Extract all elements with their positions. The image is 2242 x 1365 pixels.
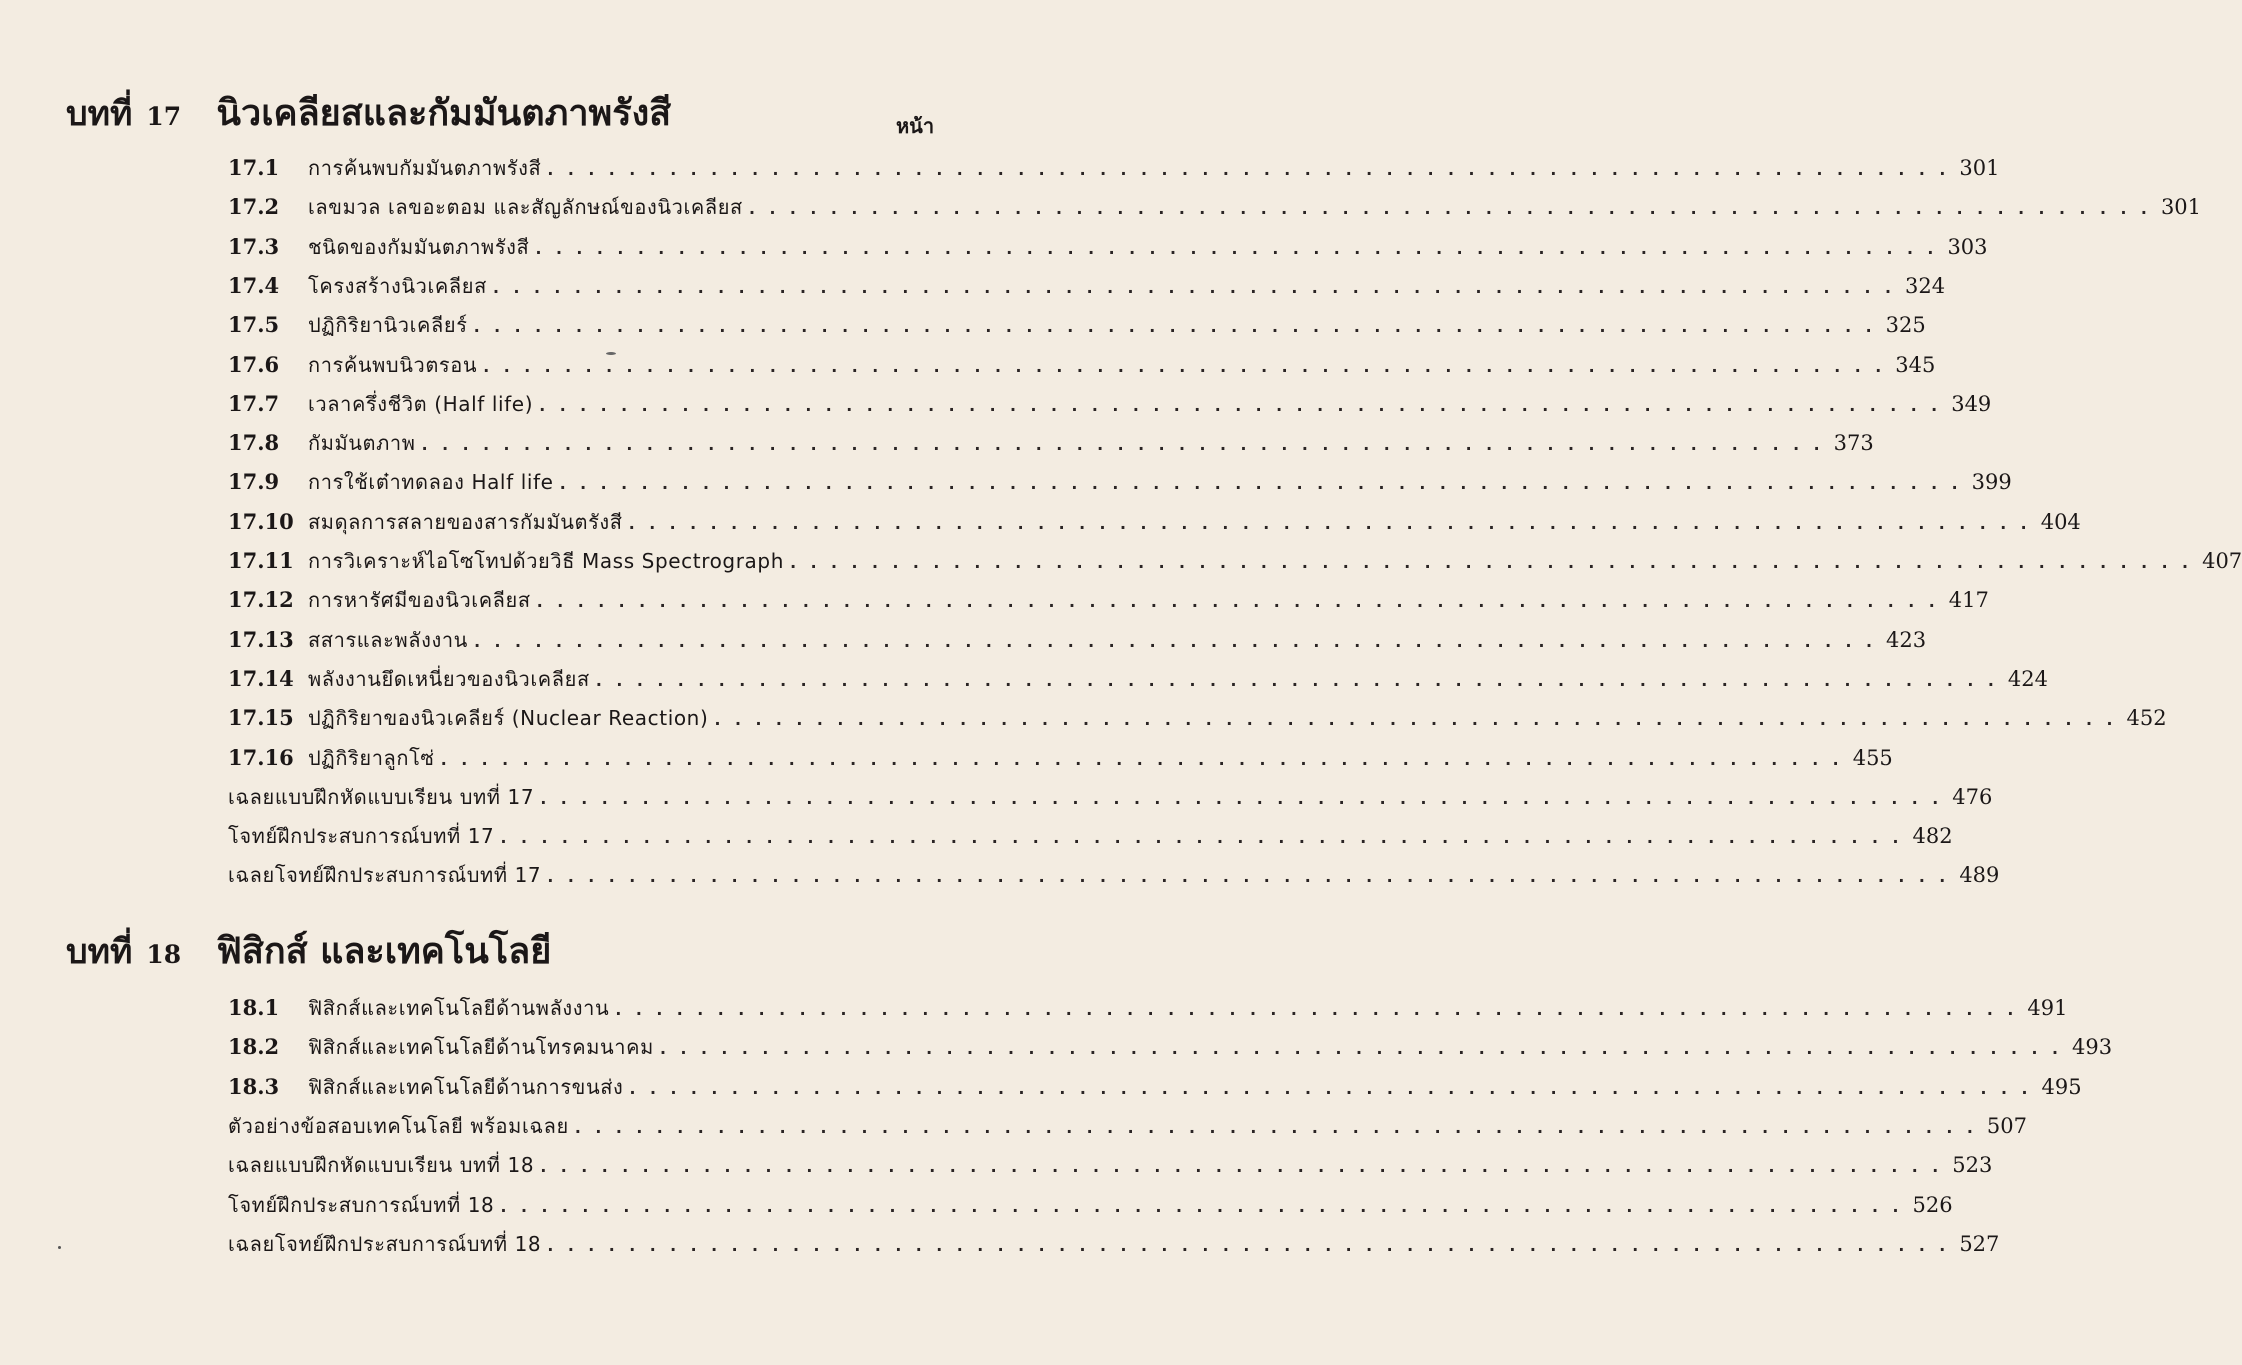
toc-entry: [228, 545, 2242, 575]
section-number: 17.2: [228, 194, 280, 219]
chapter-number: 18: [146, 940, 182, 969]
section-title: สสารและพลังงาน: [308, 628, 468, 652]
section-title: เฉลยแบบฝึกหัดแบบเรียน บทที่ 17: [228, 785, 535, 809]
section-title: ฟิสิกส์และเทคโนโลยีด้านพลังงาน: [308, 996, 610, 1020]
section-title: การค้นพบกัมมันตภาพรังสี: [308, 156, 542, 180]
toc-entry: [228, 191, 2202, 221]
dot-leader: [472, 317, 1874, 337]
section-number: 17.13: [228, 627, 294, 652]
dot-leader: [573, 1118, 1975, 1138]
toc-entry: [228, 388, 1992, 418]
toc-entry: [228, 992, 2068, 1022]
dot-leader: [491, 278, 1893, 298]
toc-entry: [228, 1189, 1953, 1219]
dot-leader: [545, 867, 1947, 887]
dot-leader: [658, 1039, 2060, 1059]
page-number: 345: [1895, 353, 1936, 377]
section-title: การใช้เต๋าทดลอง Half life: [308, 470, 554, 494]
dot-leader: [558, 474, 1960, 494]
dot-leader: [439, 750, 1841, 770]
section-title: ฟิสิกส์และเทคโนโลยีด้านโทรคมนาคม: [308, 1035, 654, 1059]
toc-entry: [228, 584, 1989, 614]
page-number: 526: [1912, 1193, 1953, 1217]
section-title: การหารัศมีของนิวเคลียส: [308, 588, 531, 612]
dot-leader: [533, 239, 1935, 259]
page-number: 489: [1959, 863, 2000, 887]
toc-entry: [228, 231, 1988, 261]
page-number: 301: [1959, 156, 2000, 180]
section-number: 17.14: [228, 666, 294, 691]
page-number: 423: [1886, 628, 1927, 652]
toc-entry: [228, 859, 2000, 889]
toc-entry: [228, 1110, 2027, 1140]
toc-entry: [228, 152, 2000, 182]
page-number: 407: [2202, 549, 2242, 573]
dot-leader: [535, 592, 1937, 612]
section-title: โครงสร้างนิวเคลียส: [308, 274, 487, 298]
page-number: 507: [1986, 1114, 2027, 1138]
dot-leader: [420, 435, 1822, 455]
dot-leader: [481, 357, 1883, 377]
dot-leader: [537, 396, 1939, 416]
page-number: 493: [2071, 1035, 2113, 1059]
ink-spot: [58, 1246, 61, 1249]
section-number: 17.9: [228, 469, 280, 494]
toc-entry: [228, 466, 2012, 496]
dot-leader: [747, 199, 2149, 219]
toc-entry: [228, 781, 1993, 811]
page-number: 491: [2027, 996, 2068, 1020]
dot-leader: [613, 1000, 2015, 1020]
dot-leader: [545, 1236, 1947, 1256]
chapter-number: 17: [146, 102, 182, 131]
section-number: 18.2: [228, 1034, 280, 1059]
dot-leader: [788, 553, 2190, 573]
toc-entry: [228, 820, 1953, 850]
toc-entry: [228, 1149, 1993, 1179]
section-title: ตัวอย่างข้อสอบเทคโนโลยี พร้อมเฉลย: [228, 1114, 569, 1138]
page-number: 325: [1885, 313, 1926, 337]
section-title: เวลาครึ่งชีวิต (Half life): [308, 392, 534, 416]
toc-entry: [228, 427, 1874, 457]
toc-entry: [228, 663, 2048, 693]
chapter-title: นิวเคลียสและกัมมันตภาพรังสี: [216, 92, 672, 134]
section-number: 17.16: [228, 745, 294, 770]
dot-leader: [712, 710, 2114, 730]
section-title: สมดุลการสลายของสารกัมมันตรังสี: [308, 510, 623, 534]
chapter-title: ฟิสิกส์ และเทคโนโลยี: [216, 930, 552, 972]
page-number: 301: [2160, 195, 2202, 219]
page-number: 482: [1912, 824, 1953, 848]
page-number: 373: [1833, 431, 1874, 455]
page-number: 303: [1947, 235, 1988, 259]
section-number: 17.4: [228, 273, 280, 298]
section-number: 17.15: [228, 705, 294, 730]
section-title: เฉลยแบบฝึกหัดแบบเรียน บทที่ 18: [228, 1153, 535, 1177]
section-title: ปฏิกิริยาของนิวเคลียร์ (Nuclear Reaction): [308, 706, 709, 730]
toc-entry: [228, 506, 2081, 536]
section-title: กัมมันตภาพ: [308, 431, 416, 455]
chapter-prefix: บทที่: [66, 932, 133, 972]
toc-entry: [228, 742, 1893, 772]
chapter-prefix: บทที่: [66, 94, 133, 134]
section-number: 17.8: [228, 430, 280, 455]
page-number: 399: [1971, 470, 2012, 494]
toc-entry: [228, 309, 1926, 339]
dot-leader: [538, 1157, 1940, 1177]
page-number: 349: [1951, 392, 1992, 416]
dot-leader: [545, 160, 1947, 180]
section-title: เฉลยโจทย์ฝึกประสบการณ์บทที่ 18: [228, 1232, 542, 1256]
section-number: 17.7: [228, 391, 280, 416]
section-number: 18.1: [228, 995, 280, 1020]
page-number: 324: [1904, 274, 1946, 298]
section-title: ฟิสิกส์และเทคโนโลยีด้านการขนส่ง: [308, 1075, 624, 1099]
section-number: 17.11: [228, 548, 294, 573]
section-number: 17.1: [228, 155, 280, 180]
section-title: เลขมวล เลขอะตอม และสัญลักษณ์ของนิวเคลียส: [308, 195, 743, 219]
section-title: โจทย์ฝึกประสบการณ์บทที่ 17: [228, 824, 495, 848]
dot-leader: [538, 789, 1940, 809]
page-number: 523: [1952, 1153, 1993, 1177]
toc-entry: [228, 702, 2167, 732]
section-number: 17.3: [228, 234, 280, 259]
section-number: 17.6: [228, 352, 280, 377]
section-title: ชนิดของกัมมันตภาพรังสี: [308, 235, 530, 259]
toc-entry: [228, 1071, 2082, 1101]
section-number: 17.12: [228, 587, 294, 612]
toc-entry: [228, 1228, 2000, 1258]
section-title: การค้นพบนิวตรอน: [308, 353, 478, 377]
section-title: ปฏิกิริยานิวเคลียร์: [308, 313, 468, 337]
page-number: 527: [1959, 1232, 2000, 1256]
page-number: 417: [1948, 588, 1989, 612]
toc-entry: [228, 349, 1936, 379]
page-number: 452: [2126, 706, 2167, 730]
dot-leader: [627, 514, 2029, 534]
section-title: การวิเคราะห์ไอโซโทปด้วยวิธี Mass Spectrograph: [308, 549, 784, 573]
page-column-label: หน้า: [896, 114, 935, 138]
section-title: เฉลยโจทย์ฝึกประสบการณ์บทที่ 17: [228, 863, 542, 887]
page-number: 424: [2007, 667, 2048, 691]
page-number: 495: [2041, 1075, 2082, 1099]
page-number: 455: [1852, 746, 1893, 770]
dot-leader: [498, 828, 1900, 848]
dot-leader: [472, 632, 1874, 652]
chapter-heading: [66, 84, 671, 141]
section-number: 17.5: [228, 312, 280, 337]
toc-entry: [228, 1031, 2113, 1061]
chapter-heading: [66, 922, 551, 979]
ink-spot: [606, 352, 616, 355]
section-title: โจทย์ฝึกประสบการณ์บทที่ 18: [228, 1193, 495, 1217]
page-number: 476: [1952, 785, 1993, 809]
toc-entry: [228, 624, 1927, 654]
toc-entry: [228, 270, 1946, 300]
section-number: 18.3: [228, 1074, 280, 1099]
section-number: 17.10: [228, 509, 294, 534]
section-title: ปฏิกิริยาลูกโซ่: [308, 746, 435, 770]
dot-leader: [627, 1079, 2029, 1099]
dot-leader: [498, 1197, 1900, 1217]
dot-leader: [594, 671, 1996, 691]
page-number: 404: [2040, 510, 2081, 534]
section-title: พลังงานยึดเหนี่ยวของนิวเคลียส: [308, 667, 590, 691]
